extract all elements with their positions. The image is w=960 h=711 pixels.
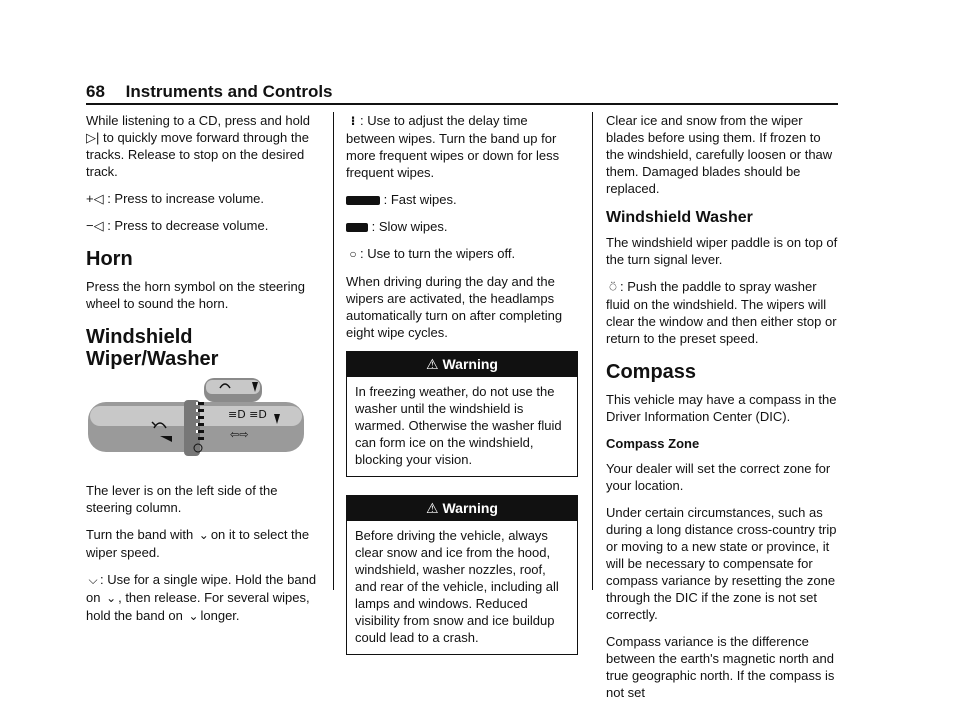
washer-text: The windshield wiper paddle is on top of the turn signal lever.: [606, 235, 838, 267]
compass-text: This vehicle may have a compass in the Driver Information Center (DIC).: [606, 392, 837, 424]
single-wipe-text: ⌵ : Use for a single wipe. Hold the band on ⌄ , then release. For several wipes, hold the band on ⌄ longer.: [86, 572, 317, 623]
volume-up-text: +◁ : Press to increase volume.: [86, 191, 264, 206]
column-1: [86, 112, 322, 635]
variance-text: Compass variance is the difference between the earth's magnetic north and true geographic north. If the compass is not set: [606, 634, 835, 700]
horn-text: Press the horn symbol on the steering wheel to sound the horn.: [86, 279, 305, 311]
zone-text: Your dealer will set the correct zone for your location.: [606, 461, 831, 493]
fast-text: : Fast wipes.: [346, 191, 578, 208]
warning-text: Before driving the vehicle, always clear snow and ice from the hood, windshield, washer nozzles, roof, and rear of the vehicle, including all lamps and windows. Reduced visibility from snow and ice buildup could lead to a crash.: [355, 528, 559, 645]
svg-text:⇦⇨: ⇦⇨: [230, 428, 249, 441]
column-divider: [333, 112, 334, 590]
page-header: [86, 82, 333, 102]
wiper-band-icon: ⌄: [106, 591, 117, 605]
fast-wipe-icon: [346, 196, 380, 205]
warning-text: In freezing weather, do not use the washer until the windshield is warmed. Otherwise the washer fluid can form ice on the windshield, blocking your vision.: [355, 384, 562, 467]
horn-heading: Horn: [86, 248, 133, 270]
slow-text: : Slow wipes.: [346, 218, 578, 235]
wiper-lever-illustration: [86, 378, 306, 464]
wiper-band-icon: ⌄: [188, 609, 199, 623]
lever-text: The lever is on the left side of the steering column.: [86, 483, 278, 515]
washer-heading: Windshield Washer: [606, 209, 753, 226]
washer-icon: ⍥: [609, 280, 617, 294]
column-divider: [592, 112, 593, 590]
delay-icon: ⁝: [350, 114, 356, 128]
svg-text:≡D ≡D: ≡D ≡D: [228, 408, 267, 421]
push-text: ⍥ : Push the paddle to spray washer fluid on the windshield. The wipers will clear the window and then either stop or return to the preset speed.: [606, 279, 837, 346]
column-2: [346, 112, 578, 673]
warning-icon: ⚠: [426, 500, 439, 516]
ice-text: Clear ice and snow from the wiper blades before using them. If frozen to the windshield, carefully loosen or thaw them. Damaged blades should be replaced.: [606, 113, 833, 196]
warning-icon: ⚠: [426, 356, 439, 372]
compass-heading: Compass: [606, 361, 697, 383]
cd-forward-text: While listening to a CD, press and hold ▷| to quickly move forward through the tracks. Release to stop on the desired track.: [86, 113, 311, 179]
warning-box: ⚠ Warning In freezing weather, do not use the washer until the windshield is warmed. Otherwise the washer fluid can form ice on the windshield, blocking your vision.: [346, 351, 578, 477]
wiper-band-icon: ⌄: [198, 528, 209, 542]
headlamp-text: When driving during the day and the wipers are activated, the headlamps automatically turn on after completing eight wipe cycles.: [346, 274, 563, 340]
warning-box: ⚠ Warning Before driving the vehicle, always clear snow and ice from the hood, windshield, washer nozzles, roof, and rear of the vehicle, including all lamps and windows. Reduced visibility from snow and ice buildup could lead to a crash.: [346, 495, 578, 655]
header-rule: [86, 103, 838, 105]
mist-icon: ⌵: [88, 573, 98, 587]
band-text: Turn the band with ⌄ on it to select the wiper speed.: [86, 527, 310, 560]
off-icon: ○: [349, 247, 357, 261]
off-text: ○ : Use to turn the wipers off.: [346, 245, 578, 263]
column-3: [606, 112, 842, 711]
slow-wipe-icon: [346, 223, 368, 232]
volume-down-text: −◁ : Press to decrease volume.: [86, 218, 269, 233]
zone-heading: Compass Zone: [606, 436, 700, 451]
page-number: 68: [86, 82, 105, 101]
wiper-heading: Windshield Wiper/Washer: [86, 326, 219, 370]
circumstances-text: Under certain circumstances, such as during a long distance cross-country trip or moving to a new state or province, it will be necessary to compensate for compass variance by resetting the zone through the DIC if the zone is not set correctly.: [606, 505, 837, 622]
section-title: Instruments and Controls: [125, 82, 333, 101]
delay-text: ⁝ : Use to adjust the delay time between wipes. Turn the band up for more frequent wipes or down for less frequent wipes.: [346, 113, 560, 180]
